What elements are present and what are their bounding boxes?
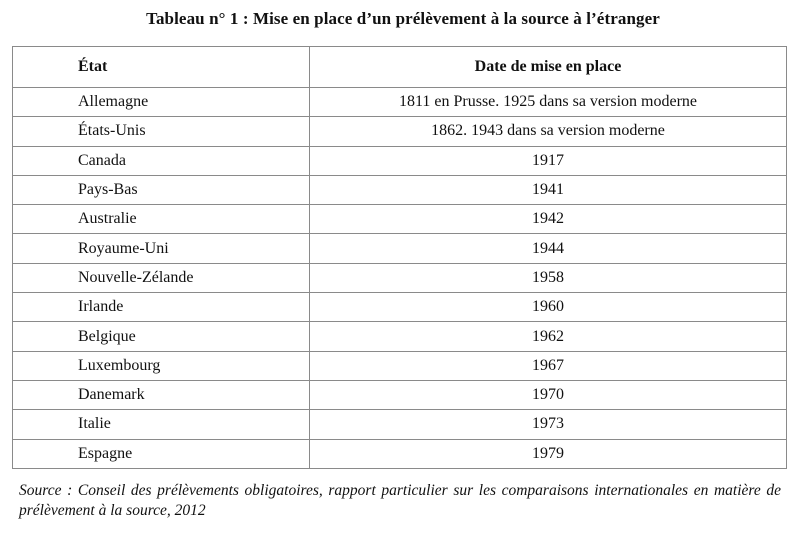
cell-state: Luxembourg xyxy=(13,351,310,380)
table-row xyxy=(13,322,787,351)
table-row xyxy=(13,380,787,409)
cell-state: Belgique xyxy=(13,322,310,351)
header-state: État xyxy=(13,47,310,88)
cell-state: Espagne xyxy=(13,439,310,468)
cell-date: 1811 en Prusse. 1925 dans sa version moderne xyxy=(310,88,787,117)
cell-state: Italie xyxy=(13,410,310,439)
cell-date: 1862. 1943 dans sa version moderne xyxy=(310,117,787,146)
cell-state: Nouvelle-Zélande xyxy=(13,263,310,292)
table-row xyxy=(13,293,787,322)
table-row xyxy=(13,263,787,292)
cell-date: 1962 xyxy=(310,322,787,351)
cell-date: 1973 xyxy=(310,410,787,439)
table-row xyxy=(13,205,787,234)
table-row xyxy=(13,439,787,468)
cell-date: 1958 xyxy=(310,263,787,292)
table-row xyxy=(13,234,787,263)
cell-date: 1917 xyxy=(310,146,787,175)
table-row xyxy=(13,175,787,204)
cell-date: 1960 xyxy=(310,293,787,322)
cell-state: Allemagne xyxy=(13,88,310,117)
table-row xyxy=(13,88,787,117)
table-title: Tableau n° 1 : Mise en place d’un prélèvement à la source à l’étranger xyxy=(146,9,660,28)
cell-date: 1942 xyxy=(310,205,787,234)
cell-date: 1967 xyxy=(310,351,787,380)
table-header-row xyxy=(13,47,787,88)
cell-date: 1941 xyxy=(310,175,787,204)
cell-state: Danemark xyxy=(13,380,310,409)
cell-date: 1970 xyxy=(310,380,787,409)
cell-state: Royaume-Uni xyxy=(13,234,310,263)
source-note: Source : Conseil des prélèvements obligatoires, rapport particulier sur les comparaisons internationales en matière de prélèvement à la source, 2012 xyxy=(19,482,781,519)
cell-state: États-Unis xyxy=(13,117,310,146)
header-date: Date de mise en place xyxy=(310,47,787,88)
cell-state: Canada xyxy=(13,146,310,175)
table-row xyxy=(13,117,787,146)
cell-state: Australie xyxy=(13,205,310,234)
data-table xyxy=(12,46,787,469)
cell-state: Irlande xyxy=(13,293,310,322)
table-row xyxy=(13,146,787,175)
cell-date: 1979 xyxy=(310,439,787,468)
table-row xyxy=(13,351,787,380)
cell-state: Pays-Bas xyxy=(13,175,310,204)
table-row xyxy=(13,410,787,439)
cell-date: 1944 xyxy=(310,234,787,263)
